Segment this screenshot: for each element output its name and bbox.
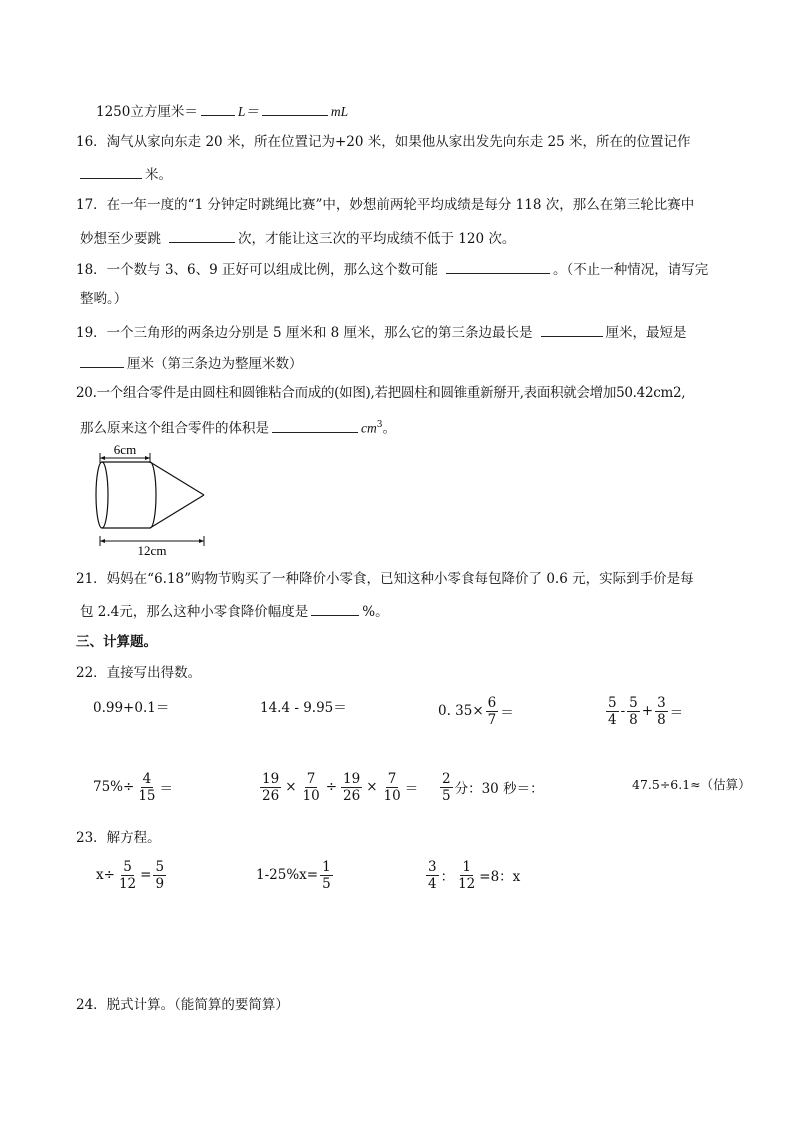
- q15-blank-l[interactable]: [201, 101, 235, 116]
- q22-r2c3: $\frac{2}{5}$ 分：30 秒＝：: [442, 770, 544, 804]
- q22-r2c1: 75%÷ $\frac{4}{15}$ ＝: [93, 770, 174, 804]
- q19-blank-min[interactable]: [80, 353, 124, 368]
- section-3-heading: 三、计算题。: [76, 634, 157, 650]
- q21-suffix: %。: [362, 604, 389, 620]
- q20-unit: cm: [361, 420, 377, 436]
- figure-bottom-label: 12cm: [137, 543, 167, 558]
- q17-line1: 17．在一年一度的“1 分钟定时跳绳比赛”中，妙想前两轮平均成绩是每分 118 次，那么在第三轮比赛中: [76, 197, 695, 213]
- q22-r1c3: 0. 35× $\frac{6}{7}$ ＝: [438, 694, 514, 728]
- figure-top-label: 6cm: [113, 442, 137, 457]
- q23-title: 23．解方程。: [76, 830, 161, 846]
- q16-suffix: 米。: [145, 167, 172, 183]
- q21-blank[interactable]: [311, 601, 359, 616]
- q15-prefix: 1250立方厘米＝: [96, 104, 198, 120]
- q19-line2: [80, 353, 303, 373]
- q16-line2: [80, 164, 172, 184]
- q18-line1: [76, 259, 708, 279]
- q20-unit-exp: 3: [376, 420, 383, 430]
- q18-blank[interactable]: [446, 259, 550, 274]
- q17-prefix: 妙想至少要跳: [80, 231, 161, 247]
- q22-r1c4: $\frac{5}{4}$ - $\frac{5}{8}$ + $\frac{3}{8}$ ＝: [608, 694, 684, 728]
- q22-r2c2: $\frac{19}{26}$ × $\frac{7}{10}$ ÷ $\frac{19}{26}$ × $\frac{7}{10}$ ＝: [262, 770, 419, 804]
- q23-eq1: x÷ $\frac{5}{12}$ = $\frac{5}{9}$: [96, 858, 165, 892]
- q22-r2c4: 47.5÷6.1≈（估算）: [632, 777, 751, 792]
- q19-suffix1: 厘米，最短是: [605, 325, 687, 341]
- q20-unit-end: 。: [382, 420, 396, 437]
- q15-line: [96, 101, 348, 121]
- q20-line1: 20.一个组合零件是由圆柱和圆锥粘合而成的(如图),若把圆柱和圆锥重新掰开,表面积就会增加50.42cm2,: [76, 385, 686, 401]
- q19-prefix: 19．一个三角形的两条边分别是 5 厘米和 8 厘米，那么它的第三条边最长是: [76, 325, 533, 341]
- q21-prefix: 包 2.4元，那么这种小零食降价幅度是: [80, 604, 309, 620]
- q20-blank[interactable]: [272, 418, 358, 433]
- q15-suffix: mL: [330, 104, 349, 119]
- cylinder-left-face: [96, 462, 108, 528]
- q15-mid: L＝: [237, 104, 259, 119]
- q18-prefix: 18．一个数与 3、6、9 正好可以组成比例，那么这个数可能: [76, 262, 439, 278]
- q16-line1: 16．淘气从家向东走 20 米，所在位置记为+20 米，如果他从家出发先向东走 25 米，所在的位置记作: [76, 134, 691, 150]
- q20-line2: [80, 416, 396, 438]
- q19-blank-max[interactable]: [541, 322, 603, 337]
- q17-suffix: 次，才能让这三次的平均成绩不低于 120 次。: [238, 231, 516, 247]
- q22-title: 22．直接写出得数。: [76, 665, 202, 681]
- q17-line2: [80, 228, 515, 248]
- q23-eq3: $\frac{3}{4}$ ： $\frac{1}{12}$ =8：x: [428, 858, 521, 892]
- q16-blank[interactable]: [80, 164, 142, 179]
- cone-upper-edge: [150, 462, 204, 495]
- q22-r1c2: 14.4 - 9.95＝: [260, 700, 347, 716]
- q21-line2: [80, 601, 389, 621]
- q17-blank[interactable]: [169, 228, 235, 243]
- q19-line1: [76, 322, 687, 342]
- q24-title: 24．脱式计算。（能简算的要简算）: [76, 997, 289, 1013]
- q22-r1c1: 0.99+0.1＝: [93, 700, 170, 716]
- q18-line2: 整哟。）: [80, 291, 128, 307]
- q15-blank-ml[interactable]: [262, 101, 328, 116]
- q20-prefix: 那么原来这个组合零件的体积是: [80, 420, 269, 437]
- q21-line1: 21．妈妈在“6.18”购物节购买了一种降价小零食，已知这种小零食每包降价了 0.6 元，实际到手价是每: [76, 571, 694, 587]
- q23-eq2: 1-25%x= $\frac{1}{5}$: [256, 858, 331, 892]
- q19-suffix2: 厘米（第三条边为整厘米数）: [127, 356, 303, 372]
- cylinder-cone-figure: [88, 440, 218, 558]
- cone-lower-edge: [150, 495, 204, 528]
- q18-suffix: 。（不止一种情况，请写完: [553, 262, 709, 278]
